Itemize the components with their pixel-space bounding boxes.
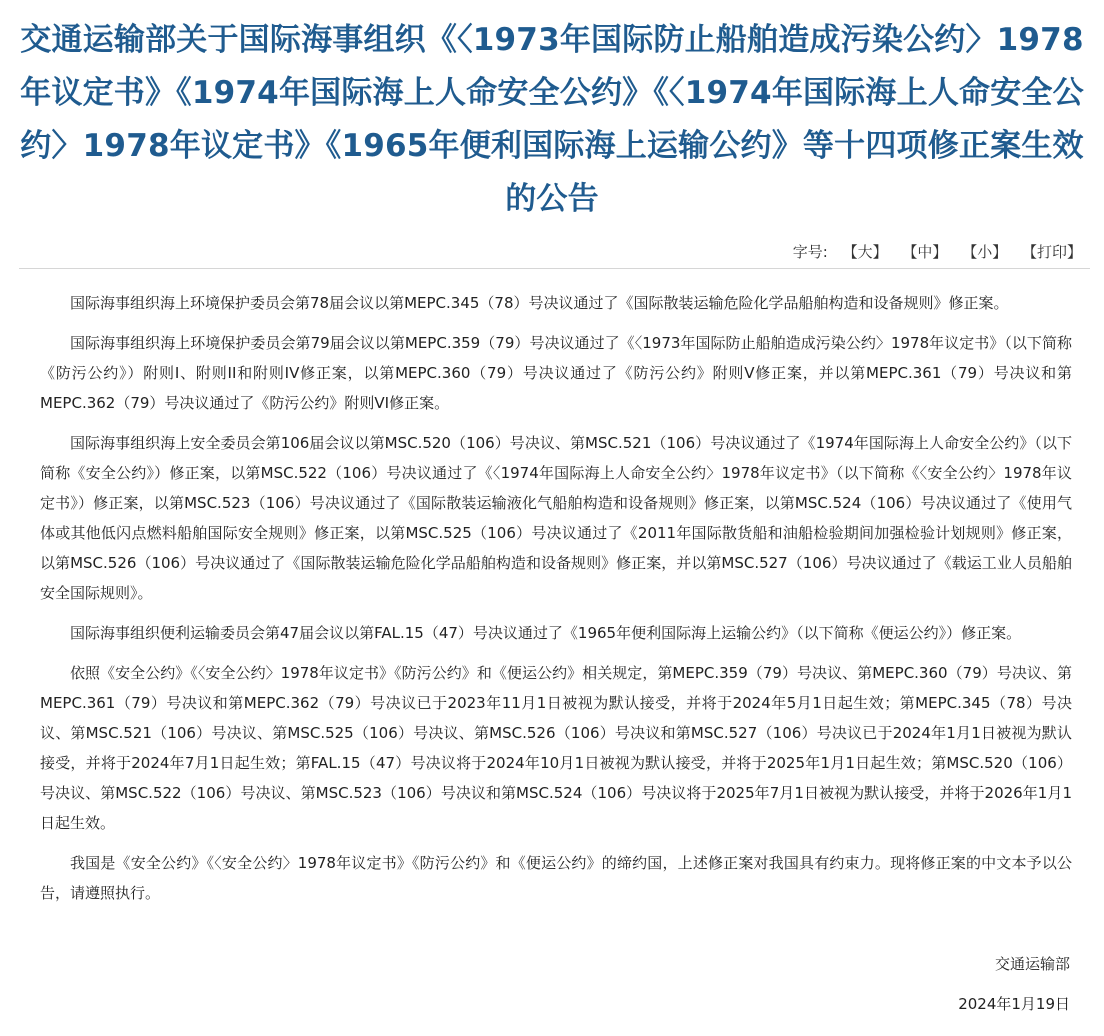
paragraph-6: 我国是《安全公约》《〈安全公约〉1978年议定书》《防污公约》和《便运公约》的缔约国，上述修正案对我国具有约束力。现将修正案的中文本予以公告，请遵照执行。 (40, 854, 1072, 902)
paragraph-3: 国际海事组织海上安全委员会第106届会议以第MSC.520（106）号决议、第MSC.521（106）号决议通过了《1974年国际海上人命安全公约》（以下简称《安全公约》）修正案，以第MSC.522（106）号决议通过了《〈1974年国际海上人命安全公约〉1978年议定书》（以下简称《〈安全公约〉1978年议定书》）修正案，以第MSC.523（106）号决议通过了《国际散装运输液化气船舶构造和设备规则》修正案，以第MSC.524（106）号决议通过了《使用气体或其他低闪点燃料船舶国际安全规则》修正案，以第MSC.525（106）号决议通过了《2011年国际散货船和油船检验期间加强检验计划规则》修正案，以第MSC.526（106）号决议通过了《国际散装运输危险化学品船舶构造和设备规则》修正案，并以第MSC.527（106）号决议通过了《载运工业人员船舶安全国际规则》。 (40, 434, 1072, 602)
signature-organization: 交通运输部 (994, 955, 1070, 973)
print-button[interactable]: 【打印】 (1021, 243, 1082, 261)
signature-date: 2024年1月19日 (958, 995, 1070, 1013)
font-size-controls (789, 240, 1082, 264)
paragraph-1: 国际海事组织海上环境保护委员会第78届会议以第MEPC.345（78）号决议通过了《国际散装运输危险化学品船舶构造和设备规则》修正案。 (70, 294, 1009, 312)
font-small-button[interactable]: 【小】 (962, 243, 1008, 261)
page-title: 交通运输部关于国际海事组织《〈1973年国际防止船舶造成污染公约〉1978年议定书》《1974年国际海上人命安全公约》《〈1974年国际海上人命安全公约〉1978年议定书》《1965年便利国际海上运输公约》等十四项修正案生效的公告 (20, 22, 1084, 217)
font-large-button[interactable]: 【大】 (842, 243, 888, 261)
paragraph-5: 依照《安全公约》《〈安全公约〉1978年议定书》《防污公约》和《便运公约》相关规定，第MEPC.359（79）号决议、第MEPC.360（79）号决议、第MEPC.361（79）号决议和第MEPC.362（79）号决议已于2023年11月1日被视为默认接受，并将于2024年5月1日起生效；第MEPC.345（78）号决议、第MSC.521（106）号决议、第MSC.525（106）号决议、第MSC.526（106）号决议和第MSC.527（106）号决议已于2024年1月1日被视为默认接受，并将于2024年7月1日起生效；第FAL.15（47）号决议将于2024年10月1日被视为默认接受，并将于2025年1月1日起生效；第MSC.520（106）号决议、第MSC.522（106）号决议、第MSC.523（106）号决议和第MSC.524（106）号决议将于2025年7月1日被视为默认接受，并将于2026年1月1日起生效。 (40, 664, 1072, 832)
paragraph-2: 国际海事组织海上环境保护委员会第79届会议以第MEPC.359（79）号决议通过了《〈1973年国际防止船舶造成污染公约〉1978年议定书》（以下简称《防污公约》）附则I、附则II和附则IV修正案，以第MEPC.360（79）号决议通过了《防污公约》附则V修正案，并以第MEPC.361（79）号决议和第MEPC.362（79）号决议通过了《防污公约》附则VI修正案。 (40, 334, 1072, 412)
title-divider (19, 268, 1090, 269)
font-medium-button[interactable]: 【中】 (902, 243, 948, 261)
article-body (40, 288, 1072, 918)
font-size-label: 字号: (792, 243, 828, 261)
paragraph-4: 国际海事组织便利运输委员会第47届会议以第FAL.15（47）号决议通过了《1965年便利国际海上运输公约》（以下简称《便运公约》）修正案。 (70, 624, 1022, 642)
